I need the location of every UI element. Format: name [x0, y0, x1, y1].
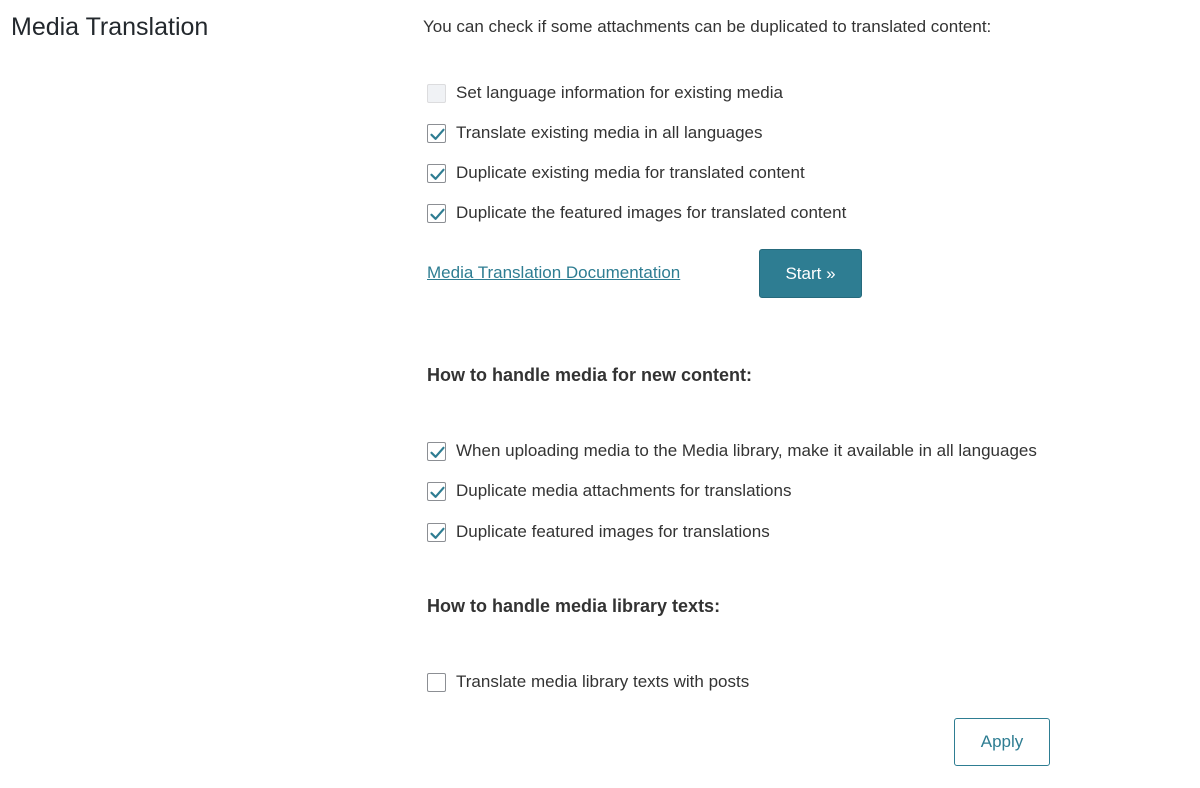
option-label: Set language information for existing media	[456, 83, 783, 102]
checkbox-unchecked[interactable]	[427, 673, 446, 692]
option-upload-available-all-languages[interactable]	[427, 440, 1037, 462]
option-label: Duplicate existing media for translated content	[456, 163, 805, 182]
option-duplicate-featured-images-existing[interactable]	[427, 202, 846, 224]
option-duplicate-media-attachments[interactable]	[427, 480, 791, 502]
checkmark-icon	[429, 525, 446, 542]
option-duplicate-featured-images[interactable]	[427, 521, 770, 543]
option-translate-library-texts[interactable]	[427, 671, 749, 693]
checkmark-icon	[429, 126, 446, 143]
option-translate-existing-media[interactable]	[427, 122, 763, 144]
checkbox-checked[interactable]	[427, 124, 446, 143]
option-set-language-info[interactable]	[427, 82, 783, 104]
checkbox-checked[interactable]	[427, 482, 446, 501]
checkbox-checked[interactable]	[427, 204, 446, 223]
checkbox-checked[interactable]	[427, 164, 446, 183]
checkmark-icon	[429, 484, 446, 501]
option-label: Duplicate the featured images for translated content	[456, 203, 847, 222]
option-label: When uploading media to the Media library, make it available in all languages	[456, 441, 1037, 460]
apply-button[interactable]: Apply	[954, 718, 1050, 766]
option-duplicate-existing-media[interactable]	[427, 162, 805, 184]
checkmark-icon	[429, 444, 446, 461]
option-label: Translate existing media in all languages	[456, 123, 763, 142]
intro-text: You can check if some attachments can be duplicated to translated content:	[423, 17, 992, 36]
checkmark-icon	[429, 206, 446, 223]
library-texts-heading: How to handle media library texts:	[427, 596, 721, 616]
checkbox-checked[interactable]	[427, 442, 446, 461]
option-label: Translate media library texts with posts	[456, 672, 750, 691]
checkbox-checked[interactable]	[427, 523, 446, 542]
start-button[interactable]: Start »	[759, 249, 862, 298]
new-content-heading: How to handle media for new content:	[427, 365, 753, 385]
section-title: Media Translation	[11, 13, 209, 41]
option-label: Duplicate media attachments for translations	[456, 481, 792, 500]
checkmark-icon	[429, 166, 446, 183]
documentation-link[interactable]: Media Translation Documentation	[427, 263, 681, 282]
option-label: Duplicate featured images for translations	[456, 522, 770, 541]
checkbox-unchecked-disabled[interactable]	[427, 84, 446, 103]
